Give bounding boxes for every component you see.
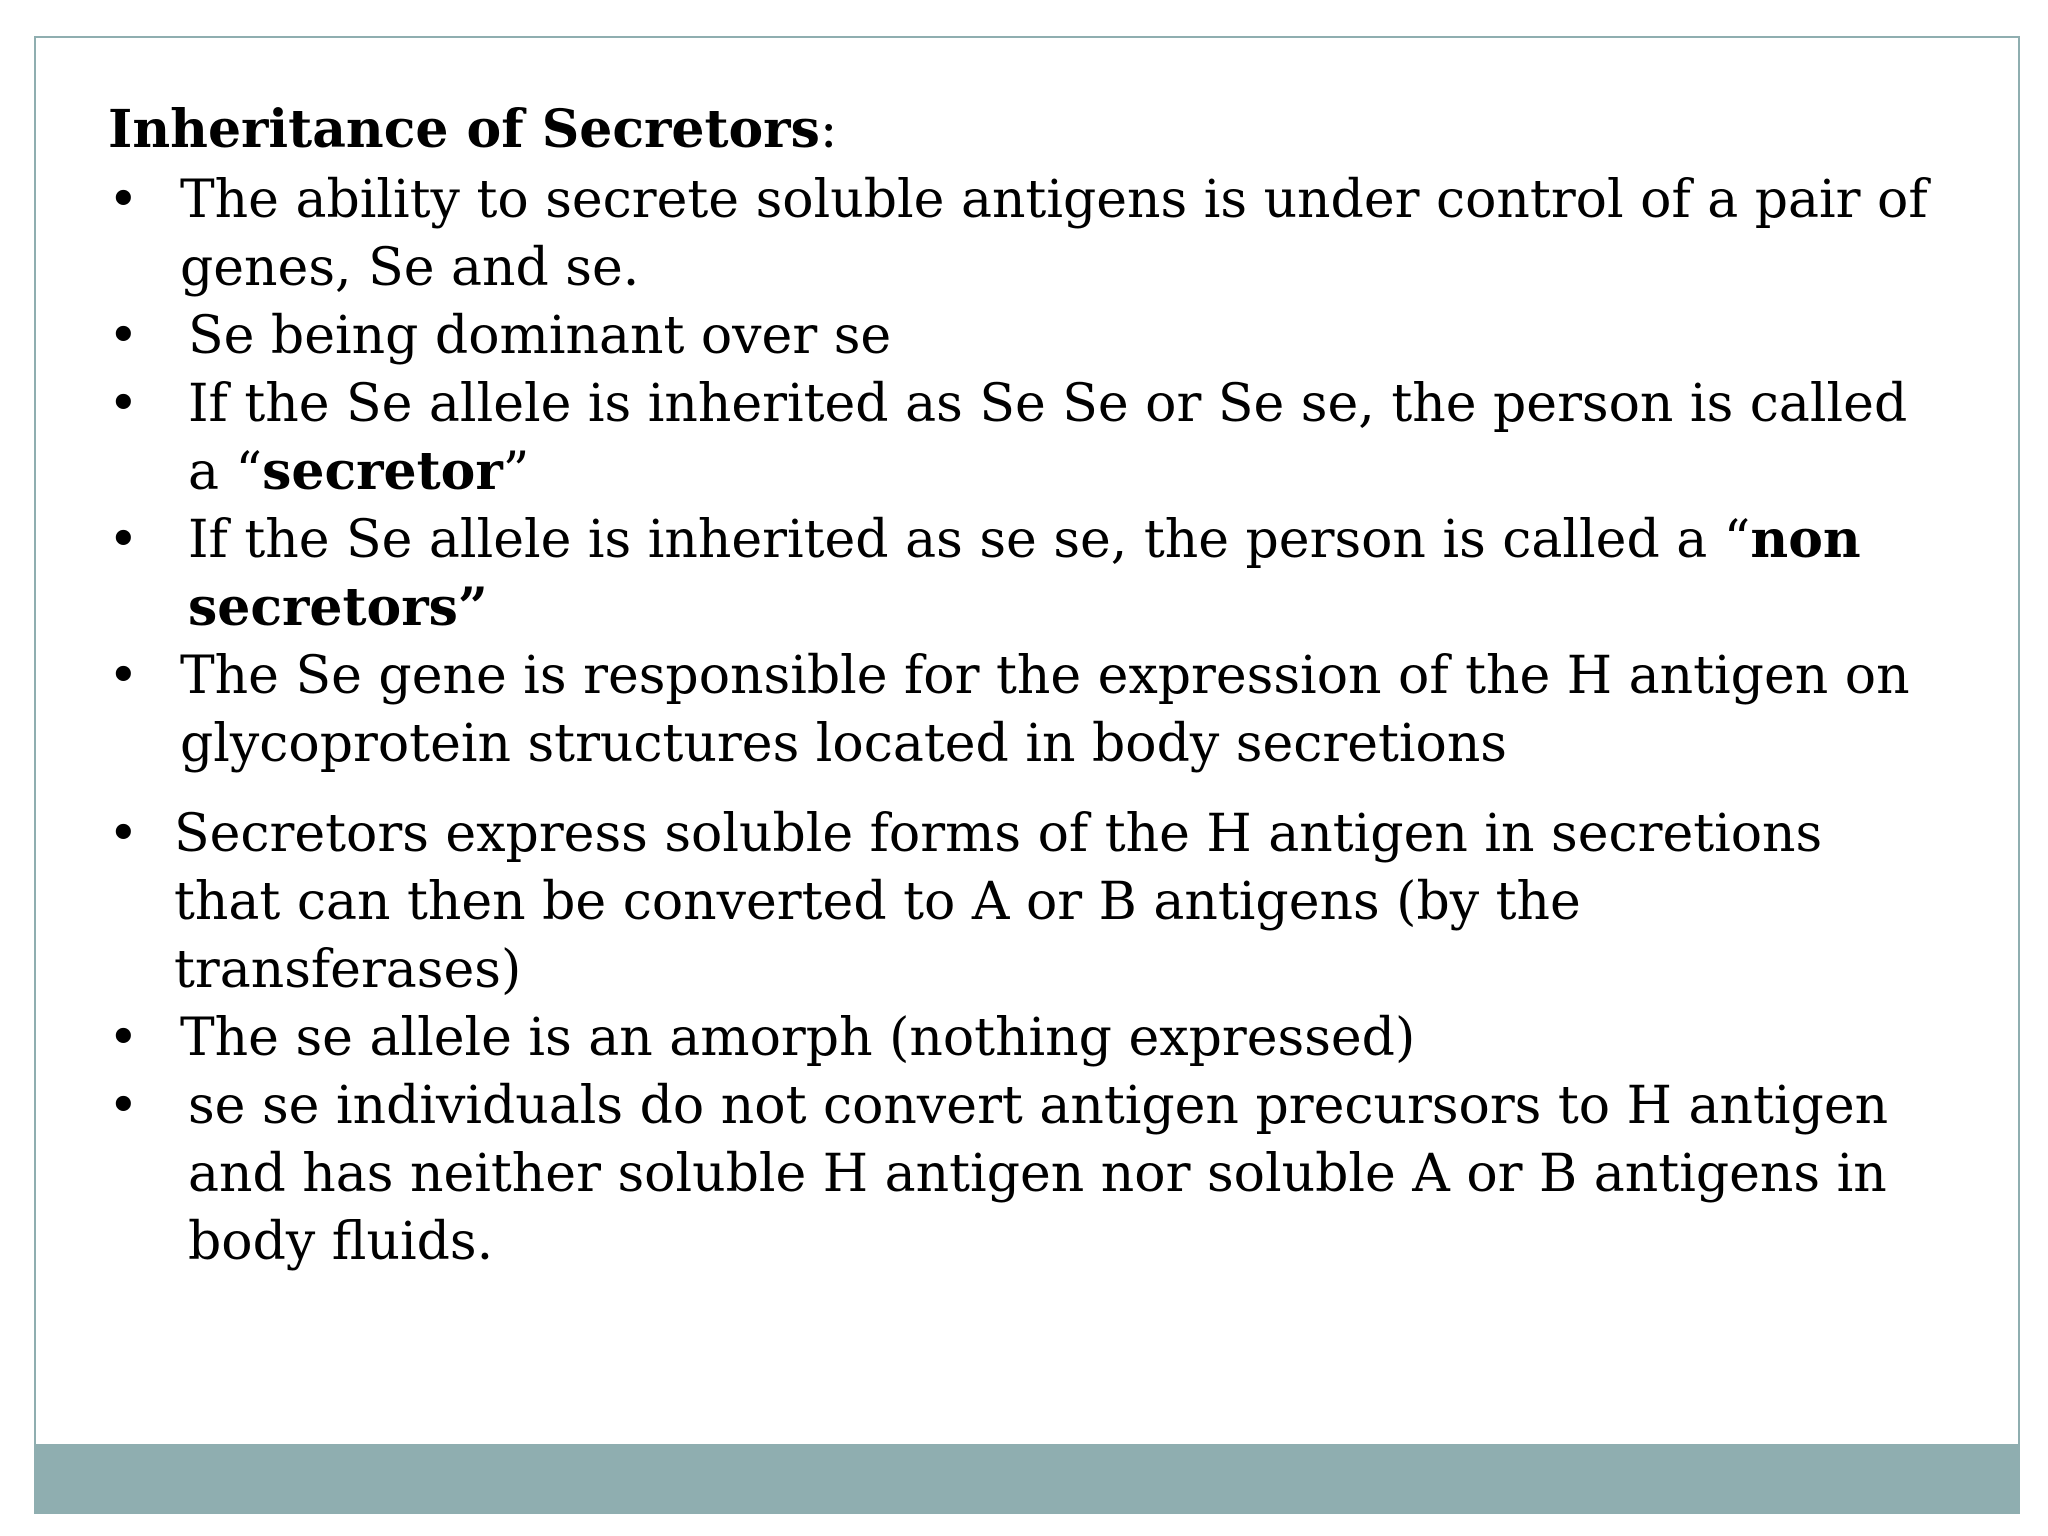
bullet-item-3 [108,370,1928,506]
bullet-dot-icon: • [108,646,139,706]
bullet-term-non-secretors: non secretors” [188,509,1861,638]
slide-content [108,96,1928,1276]
bullet-dot-icon: • [108,170,139,230]
bullet-list [108,166,1928,1276]
bullet-item-5 [108,642,1928,778]
slide-heading [108,96,1928,164]
bullet-item-4 [108,506,1928,642]
bullet-text: Se being dominant over se [188,306,892,366]
bullet-text-prefix: If the Se allele is inherited as se se, the person is called a “ [188,510,1751,570]
bullet-item-7 [108,1004,1928,1072]
bullet-text: The Se gene is responsible for the expression of the H antigen on glycoprotein structures located in body secretions [180,646,1910,774]
bullet-item-8 [108,1072,1928,1276]
bullet-term-secretor: secretor [262,441,503,502]
bullet-item-1 [108,166,1928,302]
bullet-text: The se allele is an amorph (nothing expressed) [180,1008,1416,1068]
bullet-text: se se individuals do not convert antigen precursors to H antigen and has neither soluble H antigen nor soluble A or B antigens in body fluids. [188,1076,1889,1272]
bullet-text: Secretors express soluble forms of the H antigen in secretions that can then be converted to A or B antigens (by the transferases) [174,804,1823,1000]
bullet-item-6 [108,800,1928,1004]
bullet-dot-icon: • [108,306,139,366]
bullet-item-2 [108,302,1928,370]
bullet-text-prefix: If the Se allele is inherited as Se Se or Se se, the person is called a “ [188,374,1908,502]
heading-colon: : [819,100,838,160]
bullet-dot-icon: • [108,374,139,434]
bullet-dot-icon: • [108,1008,139,1068]
heading-text: Inheritance of Secretors [108,99,820,160]
bullet-text-suffix: ” [502,442,530,502]
bullet-dot-icon: • [108,1076,139,1136]
bullet-dot-icon: • [108,510,139,570]
slide-footer-band [34,1444,2020,1514]
bullet-dot-icon: • [108,804,139,864]
bullet-text: The ability to secrete soluble antigens is under control of a pair of genes, Se and se. [180,170,1928,298]
